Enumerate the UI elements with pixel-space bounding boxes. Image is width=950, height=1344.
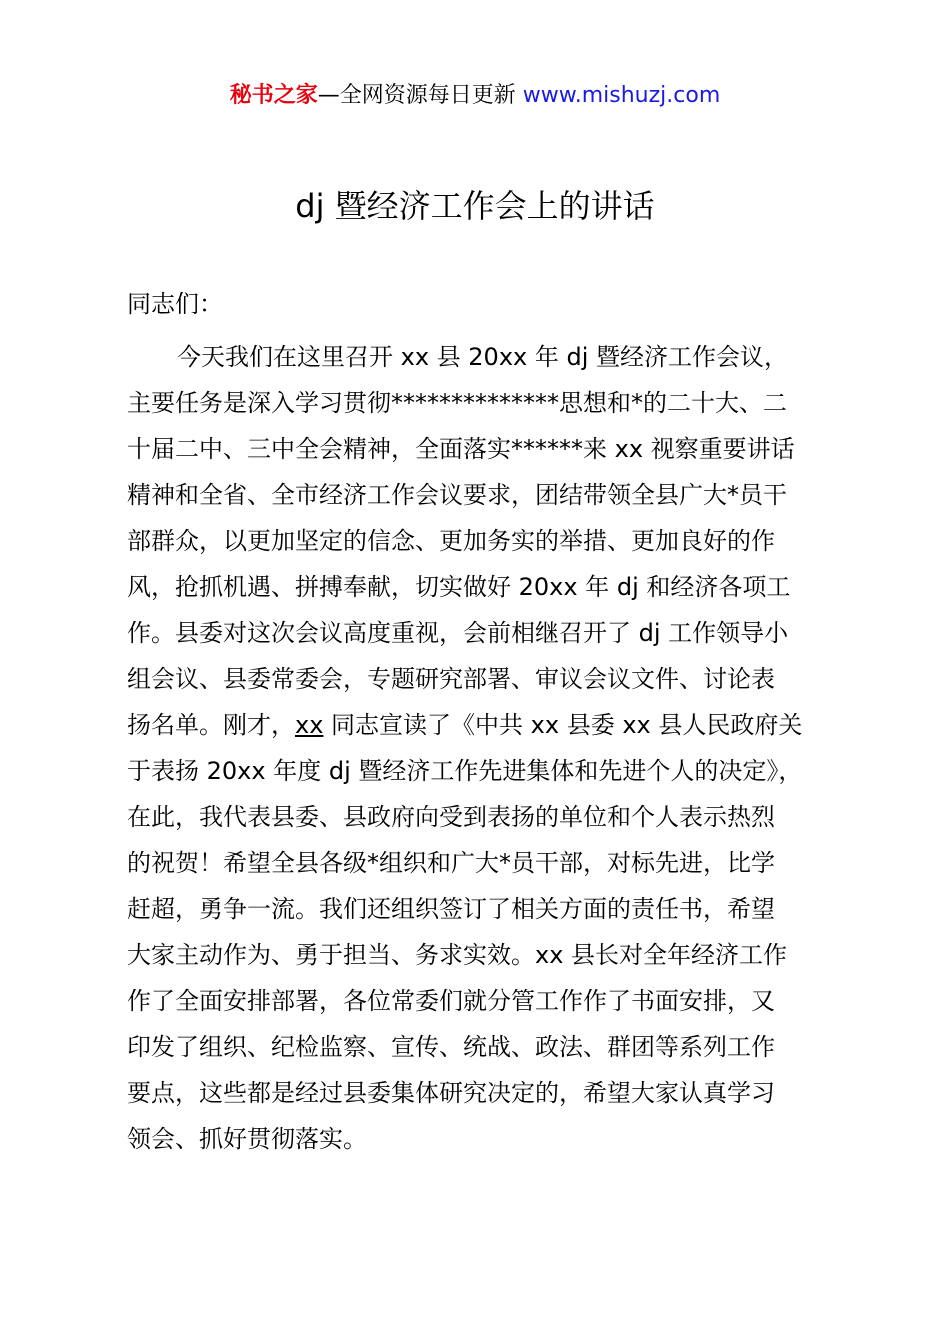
- document-title: dj 暨经济工作会上的讲话: [295, 187, 655, 225]
- paragraph-line: 赶超，勇争一流。我们还组织签订了相关方面的责任书，希望: [127, 895, 775, 923]
- paragraph-line: [127, 702, 837, 748]
- paragraph-line: 精神和全省、全市经济工作会议要求，团结带领全县广大*员干: [127, 481, 787, 509]
- paragraph-line: 作。县委对这次会议高度重视，会前相继召开了 dj 工作领导小: [127, 619, 789, 647]
- site-header: [0, 80, 950, 112]
- paragraph-line: 领会、抓好贯彻落实。: [127, 1125, 367, 1153]
- paragraph-line: 今天我们在这里召开 xx 县 20xx 年 dj 暨经济工作会议，: [177, 343, 789, 371]
- line-text-before-underline: 扬名单。刚才，: [127, 711, 295, 739]
- paragraph-line: 于表扬 20xx 年度 dj 暨经济工作先进集体和先进个人的决定》，: [127, 757, 803, 785]
- line-text-after-underline: 同志宣读了《中共 xx 县委 xx 县人民政府关: [323, 711, 803, 739]
- paragraph-line: 要点，这些都是经过县委集体研究决定的，希望大家认真学习: [127, 1079, 775, 1107]
- paragraph-line: 风，抢抓机遇、拼搏奉献，切实做好 20xx 年 dj 和经济各项工: [127, 573, 791, 601]
- site-url-link[interactable]: www.mishuzj.com: [522, 83, 721, 108]
- paragraph-line: 在此，我代表县委、县政府向受到表扬的单位和个人表示热烈: [127, 803, 775, 831]
- paragraph-line: 的祝贺！希望全县各级*组织和广大*员干部，对标先进，比学: [127, 849, 775, 877]
- salutation: 同志们：: [127, 290, 223, 318]
- underlined-placeholder: xx: [295, 711, 324, 739]
- site-brand: 秘书之家: [229, 83, 318, 108]
- body-paragraph: [127, 334, 837, 1162]
- paragraph-line: 作了全面安排部署，各位常委们就分管工作作了书面安排，又: [127, 987, 775, 1015]
- paragraph-line: 十届二中、三中全会精神，全面落实******来 xx 视察重要讲话: [127, 435, 795, 463]
- paragraph-line: 组会议、县委常委会，专题研究部署、审议会议文件、讨论表: [127, 665, 775, 693]
- paragraph-line: 印发了组织、纪检监察、宣传、统战、政法、群团等系列工作: [127, 1033, 775, 1061]
- paragraph-line: 部群众，以更加坚定的信念、更加务实的举措、更加良好的作: [127, 527, 775, 555]
- paragraph-line: 主要任务是深入学习贯彻**************思想和*的二十大、二: [127, 389, 787, 417]
- paragraph-line: 大家主动作为、勇于担当、务求实效。xx 县长对全年经济工作: [127, 941, 788, 969]
- site-slogan: —全网资源每日更新: [317, 83, 523, 108]
